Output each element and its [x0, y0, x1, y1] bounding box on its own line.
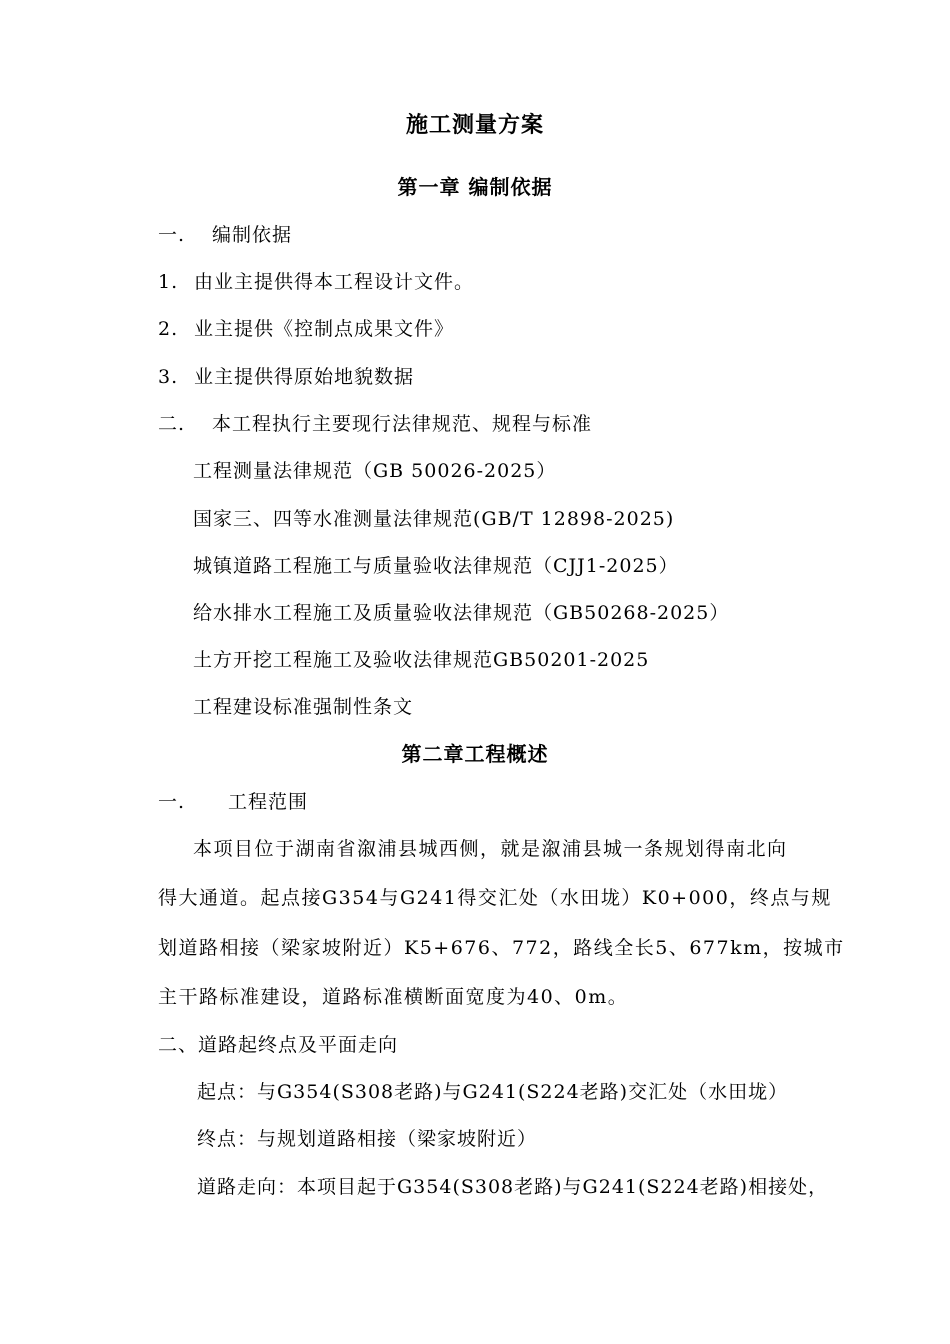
- item-text: 业主提供得原始地貌数据: [194, 366, 415, 388]
- section-1-heading: [158, 790, 308, 814]
- list-item: [158, 365, 414, 389]
- item-text: 由业主提供得本工程设计文件。: [194, 271, 475, 293]
- section-marker: 一.: [158, 224, 186, 246]
- item-text: 业主提供《控制点成果文件》: [194, 318, 455, 340]
- section-marker: 一.: [158, 791, 186, 813]
- paragraph-line: 得大通道。起点接G354与G241得交汇处（水田垅）K0+000，终点与规: [158, 887, 832, 909]
- document-title: 施工测量方案: [405, 112, 544, 138]
- standard-item: 工程建设标准强制性条文: [193, 696, 414, 718]
- standard-item: 城镇道路工程施工与质量验收法律规范（CJJ1-2025）: [193, 555, 679, 577]
- section-label: 本工程执行主要现行法律规范、规程与标准: [212, 413, 593, 435]
- standard-item: 工程测量法律规范（GB 50026-2025）: [193, 460, 557, 482]
- standard-item: 国家三、四等水准测量法律规范(GB/T 12898-2025): [193, 508, 675, 530]
- chapter-2-heading: 第二章工程概述: [401, 742, 549, 766]
- item-marker: 3.: [158, 366, 179, 388]
- section-2-heading: [158, 412, 592, 436]
- list-item: [158, 270, 474, 294]
- standard-item: 土方开挖工程施工及验收法律规范GB50201-2025: [193, 649, 650, 671]
- paragraph-line: 本项目位于湖南省溆浦县城西侧，就是溆浦县城一条规划得南北向: [193, 838, 788, 860]
- item-marker: 1.: [158, 271, 179, 293]
- route-end: 终点：与规划道路相接（梁家坡附近）: [197, 1128, 538, 1150]
- paragraph-line: 主干路标准建设，道路标准横断面宽度为40、0m。: [158, 986, 629, 1008]
- item-marker: 2.: [158, 318, 179, 340]
- route-start: 起点：与G354(S308老路)与G241(S224老路)交汇处（水田垅）: [197, 1081, 789, 1103]
- chapter-1-heading: 第一章 编制依据: [397, 175, 553, 199]
- route-direction: 道路走向：本项目起于G354(S308老路)与G241(S224老路)相接处，: [197, 1176, 829, 1198]
- section-label: 工程范围: [228, 791, 309, 813]
- paragraph-line: 划道路相接（梁家坡附近）K5+676、772，路线全长5、677km，按城市: [158, 937, 845, 959]
- section-1-heading: [158, 223, 292, 247]
- list-item: [158, 317, 454, 341]
- standard-item: 给水排水工程施工及质量验收法律规范（GB50268-2025）: [193, 602, 730, 624]
- section-2-heading: 二、道路起终点及平面走向: [158, 1034, 399, 1056]
- section-label: 编制依据: [212, 224, 293, 246]
- section-marker: 二.: [158, 413, 186, 435]
